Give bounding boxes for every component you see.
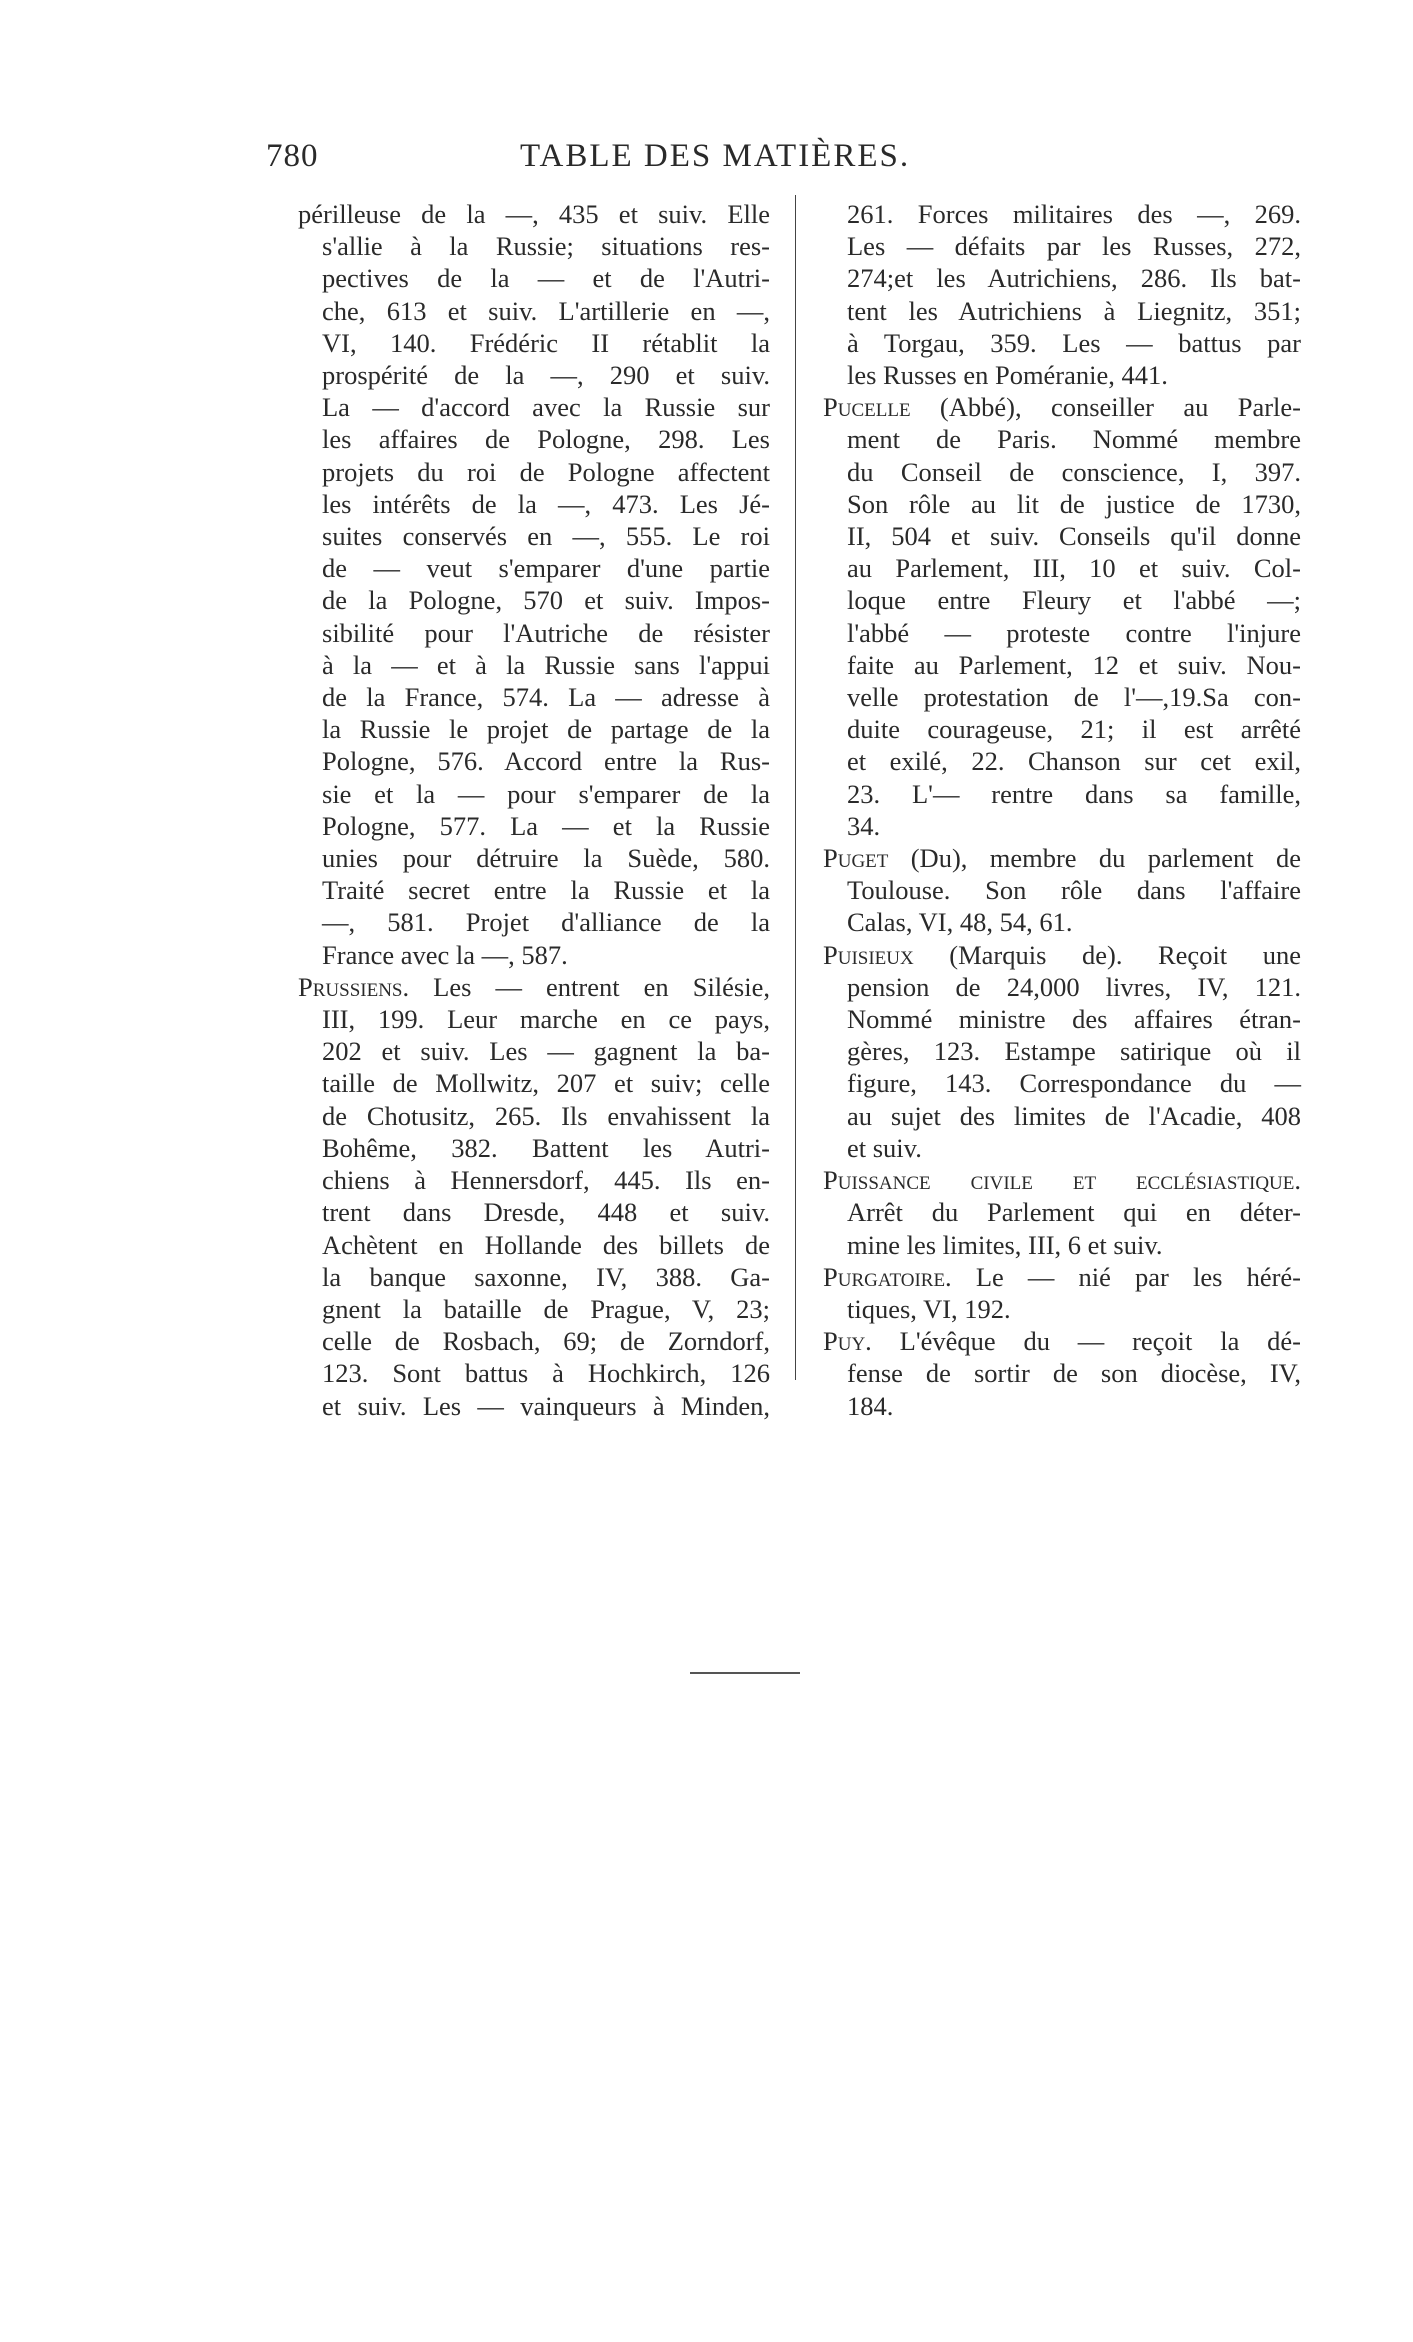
left-column <box>298 198 770 1422</box>
index-line: à la — et à la Russie sans l'appui <box>322 649 770 680</box>
index-line: France avec la —, 587. <box>322 939 568 970</box>
index-line: figure, 143. Correspondance du — <box>847 1068 1301 1099</box>
index-line: Calas, VI, 48, 54, 61. <box>847 907 1073 938</box>
index-line: de — veut s'emparer d'une partie <box>322 553 770 584</box>
index-entry-head-line: Puy. L'évêque du — reçoit la dé- <box>823 1326 1301 1357</box>
entry-heading: Puissance civile et ecclésiastique. <box>823 1165 1301 1196</box>
index-line: II, 504 et suiv. Conseils qu'il donne <box>847 521 1301 552</box>
index-line: Pologne, 576. Accord entre la Rus- <box>322 746 770 777</box>
index-entry-head-line: Pucelle (Abbé), conseiller au Parle- <box>823 392 1301 423</box>
right-column <box>823 198 1301 1422</box>
index-line: mine les limites, III, 6 et suiv. <box>847 1229 1163 1260</box>
index-line: Achètent en Hollande des billets de <box>322 1229 770 1260</box>
index-line: du Conseil de conscience, I, 397. <box>847 456 1301 487</box>
index-line: La — d'accord avec la Russie sur <box>322 392 770 423</box>
index-line: unies pour détruire la Suède, 580. <box>322 843 770 874</box>
index-line: au sujet des limites de l'Acadie, 408 <box>847 1100 1301 1131</box>
index-line: gères, 123. Estampe satirique où il <box>847 1036 1301 1067</box>
index-line: et exilé, 22. Chanson sur cet exil, <box>847 746 1301 777</box>
index-line: prospérité de la —, 290 et suiv. <box>322 360 770 391</box>
index-line: ment de Paris. Nommé membre <box>847 424 1301 455</box>
entry-heading: Puy. <box>823 1326 872 1357</box>
entry-heading: Puget <box>823 843 889 874</box>
index-line: sibilité pour l'Autriche de résister <box>322 617 770 648</box>
index-line: projets du roi de Pologne affectent <box>322 456 770 487</box>
index-line: —, 581. Projet d'alliance de la <box>322 907 770 938</box>
index-line: celle de Rosbach, 69; de Zorndorf, <box>322 1326 770 1357</box>
index-line: duite courageuse, 21; il est arrêté <box>847 714 1301 745</box>
index-line: fense de sortir de son diocèse, IV, <box>847 1358 1301 1389</box>
index-line: de la France, 574. La — adresse à <box>322 682 770 713</box>
index-line: Toulouse. Son rôle dans l'affaire <box>847 875 1301 906</box>
index-line: 274;et les Autrichiens, 286. Ils bat- <box>847 263 1301 294</box>
index-line: tiques, VI, 192. <box>847 1293 1011 1324</box>
index-line: Pologne, 577. La — et la Russie <box>322 810 770 841</box>
index-line: de la Pologne, 570 et suiv. Impos- <box>322 585 770 616</box>
index-line: pension de 24,000 livres, IV, 121. <box>847 971 1301 1002</box>
index-line: VI, 140. Frédéric II rétablit la <box>322 327 770 358</box>
index-line: 34. <box>847 810 881 841</box>
running-head: TABLE DES MATIÈRES. <box>520 138 911 174</box>
index-line: che, 613 et suiv. L'artillerie en —, <box>322 295 770 326</box>
index-line: faite au Parlement, 12 et suiv. Nou- <box>847 649 1301 680</box>
index-line: chiens à Hennersdorf, 445. Ils en- <box>322 1165 770 1196</box>
index-entry-head-line <box>823 1164 1301 1196</box>
entry-heading: Prussiens. <box>298 971 410 1002</box>
index-line: périlleuse de la —, 435 et suiv. Elle <box>298 199 770 229</box>
index-line: Bohême, 382. Battent les Autri- <box>322 1132 770 1163</box>
index-line: les intérêts de la —, 473. Les Jé- <box>322 488 770 519</box>
index-entry-head-line: Purgatoire. Le — nié par les héré- <box>823 1261 1301 1292</box>
index-line: au Parlement, III, 10 et suiv. Col- <box>847 553 1301 584</box>
index-line: tent les Autrichiens à Liegnitz, 351; <box>847 295 1301 326</box>
index-line: trent dans Dresde, 448 et suiv. <box>322 1197 770 1228</box>
index-line: s'allie à la Russie; situations res- <box>322 231 770 262</box>
index-line: 184. <box>847 1390 894 1421</box>
index-line: taille de Mollwitz, 207 et suiv; celle <box>322 1068 770 1099</box>
entry-heading: Pucelle <box>823 392 911 423</box>
index-line: Son rôle au lit de justice de 1730, <box>847 488 1301 519</box>
index-line: Arrêt du Parlement qui en déter- <box>847 1197 1301 1228</box>
index-line: l'abbé — proteste contre l'injure <box>847 617 1301 648</box>
index-line: 202 et suiv. Les — gagnent la ba- <box>322 1036 770 1067</box>
index-line: les Russes en Poméranie, 441. <box>847 360 1168 391</box>
index-line: les affaires de Pologne, 298. Les <box>322 424 770 455</box>
index-entry-head-line: Puisieux (Marquis de). Reçoit une <box>823 939 1301 970</box>
index-line: velle protestation de l'—,19.Sa con- <box>847 682 1301 713</box>
page-number: 780 <box>266 138 319 174</box>
index-line: 261. Forces militaires des —, 269. <box>847 199 1301 229</box>
index-line: 23. L'— rentre dans sa famille, <box>847 778 1301 809</box>
index-line: III, 199. Leur marche en ce pays, <box>322 1004 770 1035</box>
entry-heading: Purgatoire. <box>823 1261 952 1292</box>
index-line: la banque saxonne, IV, 388. Ga- <box>322 1261 770 1292</box>
index-line: Les — défaits par les Russes, 272, <box>847 231 1301 262</box>
index-line: sie et la — pour s'emparer de la <box>322 778 770 809</box>
index-line: pectives de la — et de l'Autri- <box>322 263 770 294</box>
entry-heading: Puisieux <box>823 939 914 970</box>
index-line: loque entre Fleury et l'abbé —; <box>847 585 1301 616</box>
column-divider <box>795 195 796 1380</box>
index-line: gnent la bataille de Prague, V, 23; <box>322 1293 770 1324</box>
index-line: Nommé ministre des affaires étran- <box>847 1004 1301 1035</box>
index-line: 123. Sont battus à Hochkirch, 126 <box>322 1358 770 1389</box>
index-line: de Chotusitz, 265. Ils envahissent la <box>322 1100 770 1131</box>
index-line: et suiv. Les — vainqueurs à Minden, <box>322 1390 770 1421</box>
index-line: suites conservés en —, 555. Le roi <box>322 521 770 552</box>
index-line: Traité secret entre la Russie et la <box>322 875 770 906</box>
end-rule <box>690 1672 800 1674</box>
index-line: et suiv. <box>847 1132 922 1163</box>
index-line: à Torgau, 359. Les — battus par <box>847 327 1301 358</box>
index-entry-head-line: Prussiens. Les — entrent en Silésie, <box>298 971 770 1002</box>
index-line: la Russie le projet de partage de la <box>322 714 770 745</box>
index-entry-head-line: Puget (Du), membre du parlement de <box>823 843 1301 874</box>
